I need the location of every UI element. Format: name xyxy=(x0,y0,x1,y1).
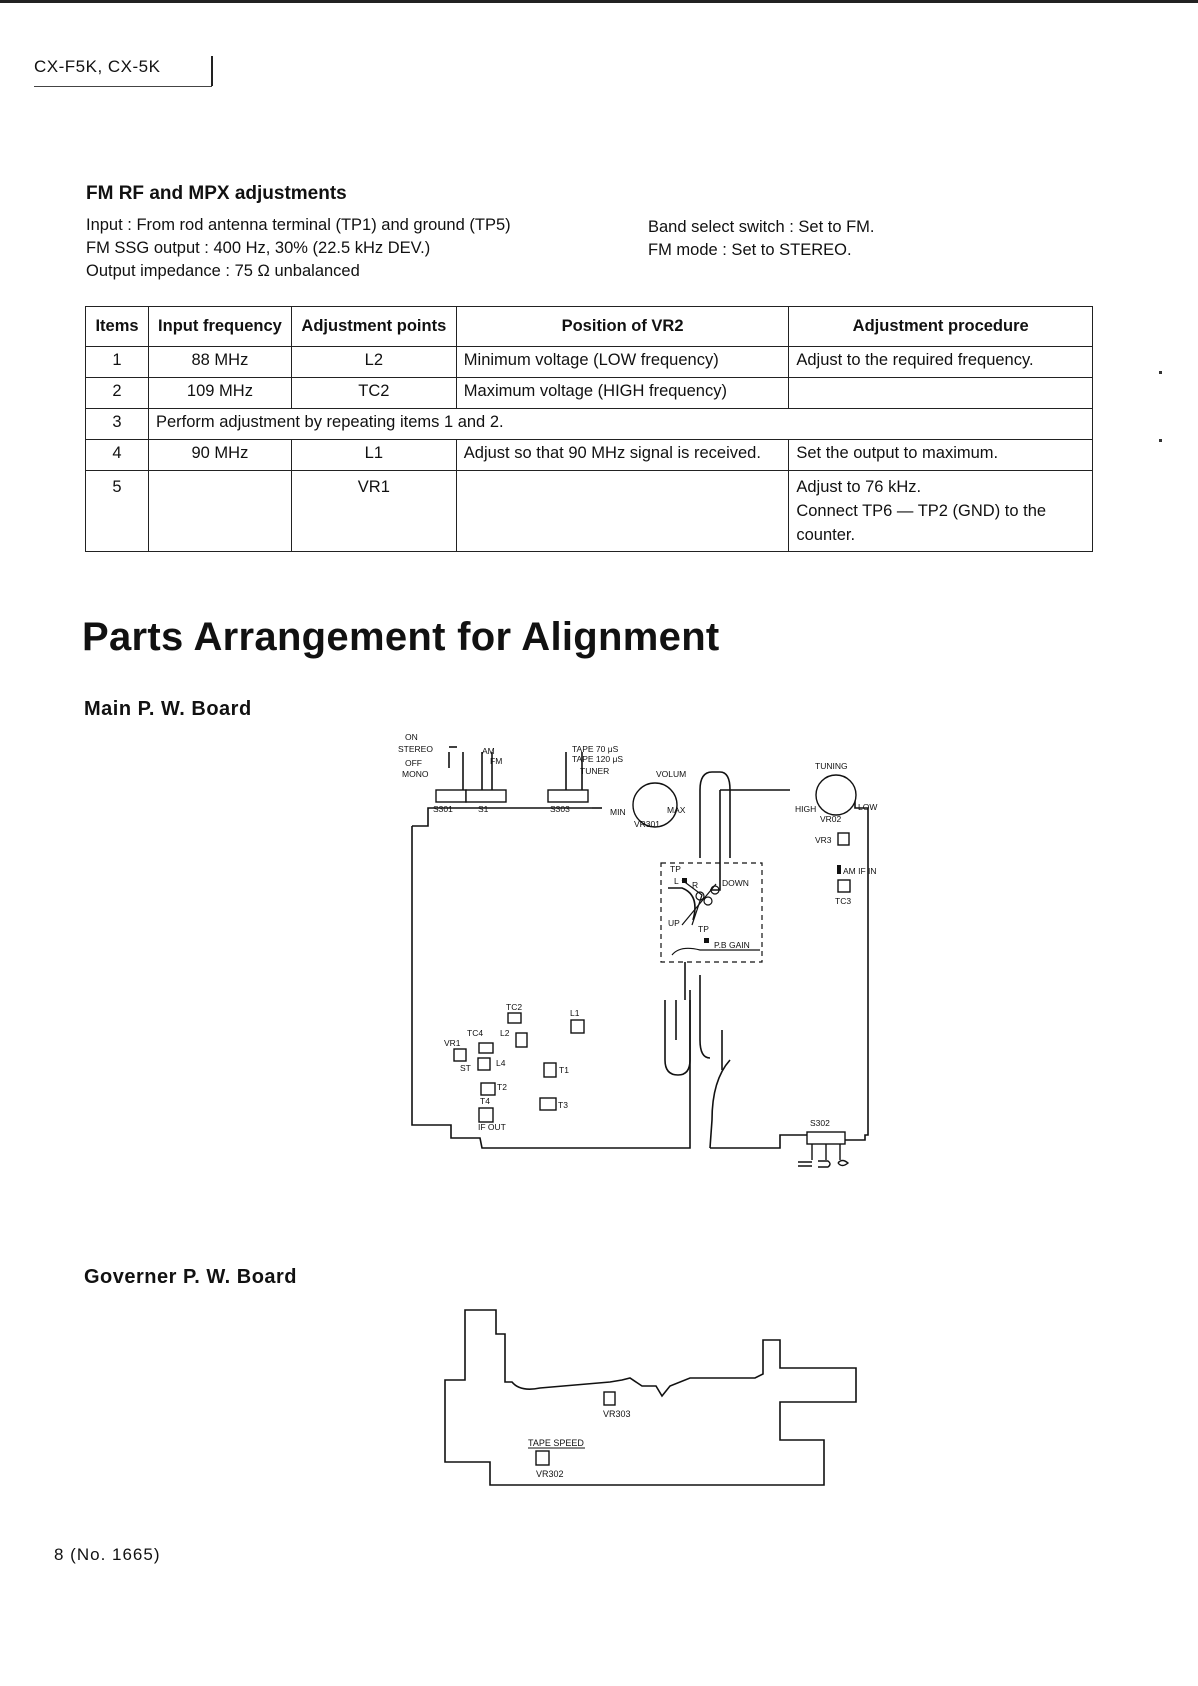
procedure-line: counter. xyxy=(796,526,856,544)
label-max: MAX xyxy=(667,805,686,815)
label-t3: T3 xyxy=(558,1100,568,1110)
procedure-line: Adjust to 76 kHz. xyxy=(796,478,922,496)
main-board-title: Main P. W. Board xyxy=(84,698,252,720)
cell-point: VR1 xyxy=(291,471,456,552)
label-volum: VOLUM xyxy=(656,769,687,779)
label-l: L xyxy=(674,876,679,886)
cell-item: 2 xyxy=(86,378,149,409)
cell-frequency: 90 MHz xyxy=(148,440,291,471)
cell-position: Adjust so that 90 MHz signal is received. xyxy=(456,440,789,471)
parts-arrangement-title: Parts Arrangement for Alignment xyxy=(82,615,720,659)
label-tp-l: TP xyxy=(670,864,681,874)
label-up: UP xyxy=(668,918,680,928)
band-switch-line: Band select switch : Set to FM. xyxy=(648,218,875,236)
label-l4: L4 xyxy=(496,1058,506,1068)
label-tuner: TUNER xyxy=(580,766,610,776)
cell-procedure: Adjust to the required frequency. xyxy=(789,347,1093,378)
label-off: OFF xyxy=(405,758,422,768)
label-tc2: TC2 xyxy=(506,1002,523,1012)
label-min: MIN xyxy=(610,807,626,817)
cell-frequency: 109 MHz xyxy=(148,378,291,409)
cell-position: Minimum voltage (LOW frequency) xyxy=(456,347,789,378)
label-tc4: TC4 xyxy=(467,1028,484,1038)
fm-section-title: FM RF and MPX adjustments xyxy=(86,183,347,204)
label-tuning: TUNING xyxy=(815,761,848,771)
col-header-input-frequency: Input frequency xyxy=(148,307,291,347)
cell-frequency: 88 MHz xyxy=(148,347,291,378)
label-pb-gain: P.B GAIN xyxy=(714,940,750,950)
col-header-procedure: Adjustment procedure xyxy=(789,307,1093,347)
cell-point: L1 xyxy=(291,440,456,471)
label-vr1: VR1 xyxy=(444,1038,461,1048)
cell-position: Maximum voltage (HIGH frequency) xyxy=(456,378,789,409)
label-t2: T2 xyxy=(497,1082,507,1092)
procedure-line: Connect TP6 — TP2 (GND) to the xyxy=(796,502,1047,520)
cell-item: 5 xyxy=(86,471,149,552)
cell-span-note: Perform adjustment by repeating items 1 and 2. xyxy=(148,409,1092,440)
label-tp-r: TP xyxy=(698,924,709,934)
label-vr301: VR301 xyxy=(634,819,660,829)
label-s303: S303 xyxy=(550,804,570,814)
col-header-position-vr2: Position of VR2 xyxy=(456,307,789,347)
label-st: ST xyxy=(460,1063,471,1073)
label-fm: FM xyxy=(490,756,503,766)
label-tape-120: TAPE 120 μS xyxy=(572,754,624,764)
col-header-adjustment-points: Adjustment points xyxy=(291,307,456,347)
label-am: AM xyxy=(482,746,495,756)
label-l2: L2 xyxy=(500,1028,510,1038)
cell-point: L2 xyxy=(291,347,456,378)
label-r: R xyxy=(692,880,699,890)
label-t4: T4 xyxy=(480,1096,490,1106)
label-tape-speed: TAPE SPEED xyxy=(528,1438,584,1448)
label-am-if-in: AM IF IN xyxy=(843,866,877,876)
label-t1: T1 xyxy=(559,1065,569,1075)
impedance-line: Output impedance : 75 Ω unbalanced xyxy=(86,262,360,280)
label-stereo: STEREO xyxy=(398,744,433,754)
ssg-output-line: FM SSG output : 400 Hz, 30% (22.5 kHz DEV.) xyxy=(86,239,431,257)
label-s1: S1 xyxy=(478,804,489,814)
label-s301: S301 xyxy=(433,804,453,814)
label-vr02: VR02 xyxy=(820,814,842,824)
label-low: LOW xyxy=(858,802,878,812)
label-vr3: VR3 xyxy=(815,835,832,845)
model-header: CX-F5K, CX-5K xyxy=(34,57,161,76)
label-down: DOWN xyxy=(722,878,749,888)
governer-board-title: Governer P. W. Board xyxy=(84,1266,298,1288)
col-header-items: Items xyxy=(86,307,149,347)
cell-item: 3 xyxy=(86,409,149,440)
page-number: 8 (No. 1665) xyxy=(54,1545,161,1564)
label-s302: S302 xyxy=(810,1118,830,1128)
label-mono: MONO xyxy=(402,769,429,779)
label-l1: L1 xyxy=(570,1008,580,1018)
label-vr303: VR303 xyxy=(603,1409,631,1419)
fm-mode-line: FM mode : Set to STEREO. xyxy=(648,241,852,259)
label-high: HIGH xyxy=(795,804,817,814)
label-vr302: VR302 xyxy=(536,1469,564,1479)
input-line: Input : From rod antenna terminal (TP1) and ground (TP5) xyxy=(86,216,511,234)
cell-item: 4 xyxy=(86,440,149,471)
label-if-out: IF OUT xyxy=(478,1122,506,1132)
label-tape-70: TAPE 70 μS xyxy=(572,744,619,754)
label-tc3: TC3 xyxy=(835,896,852,906)
cell-procedure: Set the output to maximum. xyxy=(789,440,1093,471)
label-on: ON xyxy=(405,732,418,742)
cell-point: TC2 xyxy=(291,378,456,409)
cell-item: 1 xyxy=(86,347,149,378)
